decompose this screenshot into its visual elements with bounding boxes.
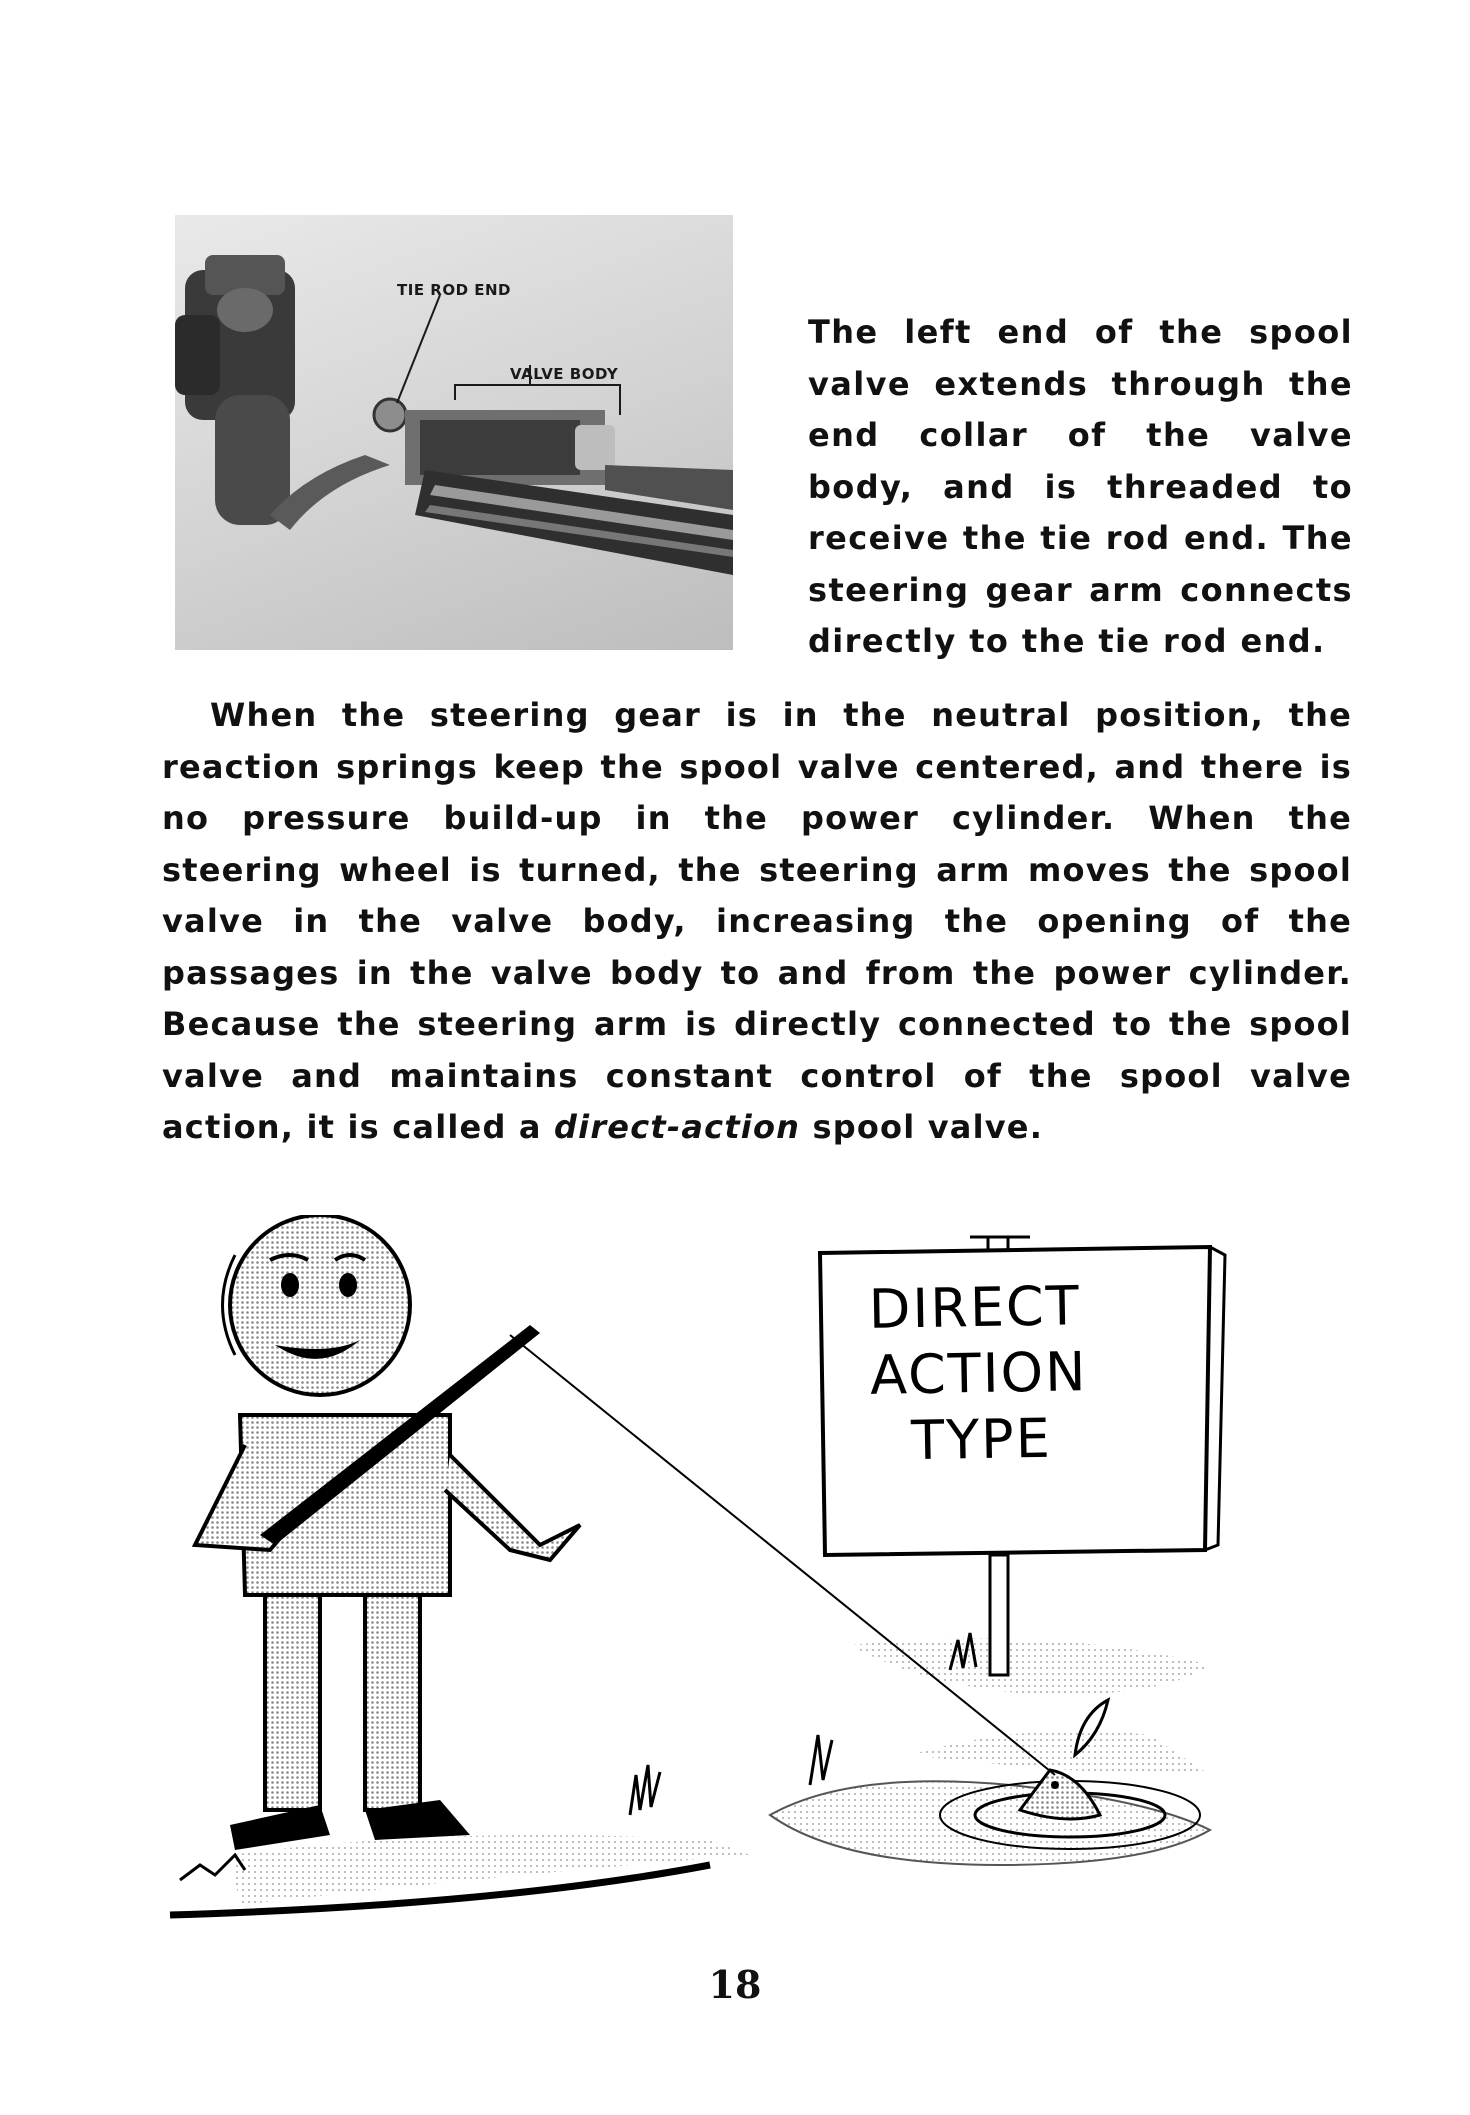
page-number: 18 — [708, 1962, 762, 2007]
sign-text — [868, 1273, 1089, 1475]
main-paragraph-text: When the steering gear is in the neutral position, the reaction springs keep the spool valve centered, and there is no pressure build-up in the power cylinder. When the steering wheel is turned, the steering arm moves the spool valve in the valve body, increasing the opening of the passages in the valve body to and from the power cylinder. Because the steering arm is directly connected to the spool valve and maintains constant control of the spool valve action, it is called a — [162, 696, 1352, 1146]
cartoon-drawing — [150, 1215, 1350, 1945]
valve-body-photo — [175, 215, 733, 650]
tie-rod-end-label: TIE ROD END — [397, 281, 512, 299]
main-paragraph-ending: spool valve. — [800, 1108, 1044, 1146]
sign-line-2: ACTION — [869, 1340, 1089, 1407]
sign-line-3: TYPE — [910, 1406, 1053, 1473]
main-paragraph — [162, 690, 1352, 1154]
direct-action-term: direct-action — [554, 1108, 801, 1146]
side-paragraph: The left end of the spool valve extends through the end collar of the valve body, and is threaded to receive the tie rod end. The steering gear arm connects directly to the tie rod end. — [808, 313, 1353, 660]
sign-line-1: DIRECT — [868, 1274, 1082, 1341]
fishing-cartoon-illustration — [150, 1215, 1350, 1945]
valve-body-label: VALVE BODY — [510, 365, 619, 383]
